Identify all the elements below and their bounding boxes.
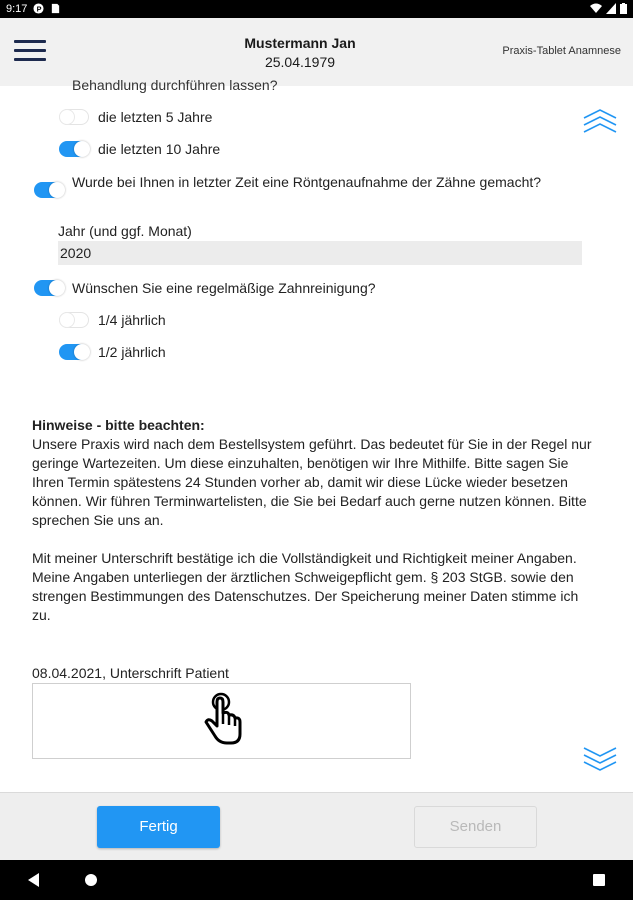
toggle-option-5-years[interactable] — [59, 109, 89, 125]
form-content[interactable] — [0, 77, 633, 792]
toggle-option-10-years[interactable] — [59, 141, 89, 157]
notes-heading: Hinweise - bitte beachten: — [32, 417, 205, 433]
system-nav-bar — [0, 860, 633, 900]
recent-apps-square-icon[interactable] — [593, 874, 605, 886]
patient-birthdate: 25.04.1979 — [264, 54, 336, 70]
p-circle-icon — [33, 3, 44, 14]
option-semiannual-label: 1/2 jährlich — [98, 344, 166, 360]
xray-question-label: Wurde bei Ihnen in letzter Zeit eine Röntgenaufnahme der Zähne gemacht? — [72, 174, 542, 190]
send-button[interactable]: Senden — [414, 806, 537, 848]
toggle-option-quarterly[interactable] — [59, 312, 89, 328]
scroll-down-chevron-icon[interactable] — [582, 746, 618, 772]
back-triangle-icon[interactable] — [28, 873, 39, 887]
year-field-label: Jahr (und ggf. Monat) — [58, 223, 192, 239]
wifi-icon — [590, 3, 602, 14]
toggle-option-semiannual[interactable] — [59, 344, 89, 360]
app-title: Praxis-Tablet Anamnese — [502, 45, 621, 57]
touch-hand-icon — [203, 692, 243, 748]
status-bar — [0, 0, 633, 18]
toggle-xray-question[interactable] — [34, 182, 64, 198]
done-button[interactable]: Fertig — [97, 806, 220, 848]
patient-name: Mustermann Jan — [244, 35, 356, 51]
battery-icon — [620, 3, 627, 14]
sim-icon — [50, 3, 61, 14]
notes-paragraph-appointments: Unsere Praxis wird nach dem Bestellsystem geführt. Das bedeutet für Sie in der Regel nur geringe Wartezeiten. Um diese einzuhalten, benötigen wir Ihre Mithilfe. Bitte sagen Sie Ihren Termin spätestens 24 Stunden vorher ab, damit wir diese Lücke wieder besetzen können. Wir führen Terminwartelisten, die Sie bei Bedarf auch gerne nutzen können. Bitte sprechen Sie uns an. — [32, 436, 592, 528]
toggle-cleaning-question[interactable] — [34, 280, 64, 296]
option-5-years-label: die letzten 5 Jahre — [98, 109, 213, 125]
home-circle-icon[interactable] — [85, 874, 97, 886]
status-time: 9:17 — [6, 3, 28, 15]
signal-icon — [606, 3, 616, 14]
option-quarterly-label: 1/4 jährlich — [98, 312, 166, 328]
svg-text:P: P — [36, 4, 42, 14]
notes-section — [32, 416, 592, 625]
action-footer — [0, 792, 633, 860]
notes-paragraph-consent: Mit meiner Unterschrift bestätige ich die Vollständigkeit und Richtigkeit meiner Angaben. Meine Angaben unterliegen der ärztlichen Schweigepflicht gem. § 203 StGB. sowie den strengen Bestimmungen des Datenschutzes. Der Speicherung meiner Daten stimme ich zu. — [32, 550, 579, 623]
signature-label: 08.04.2021, Unterschrift Patient — [32, 665, 229, 681]
scroll-up-chevron-icon[interactable] — [582, 108, 618, 134]
year-field[interactable]: 2020 — [58, 241, 582, 265]
cleaning-question-label: Wünschen Sie eine regelmäßige Zahnreinigung? — [72, 280, 376, 296]
question-cutoff-text: Behandlung durchführen lassen? — [72, 77, 278, 93]
signature-pad[interactable] — [32, 683, 411, 759]
option-10-years-label: die letzten 10 Jahre — [98, 141, 221, 157]
app-header — [0, 18, 633, 86]
